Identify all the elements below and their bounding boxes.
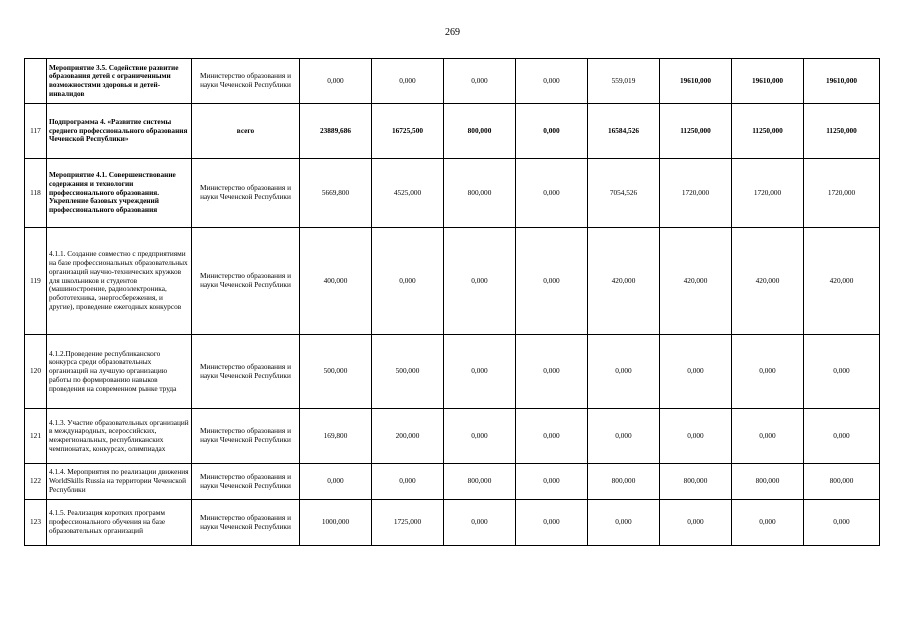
value-cell: 16725,500 bbox=[372, 104, 444, 159]
value-cell: 0,000 bbox=[444, 409, 516, 464]
value-cell: 420,000 bbox=[660, 228, 732, 335]
value-cell: 0,000 bbox=[732, 500, 804, 546]
table-row bbox=[25, 104, 880, 159]
value-cell: 0,000 bbox=[588, 500, 660, 546]
executor: всего bbox=[192, 104, 300, 159]
value-cell: 800,000 bbox=[660, 464, 732, 500]
value-cell: 800,000 bbox=[444, 104, 516, 159]
budget-table bbox=[24, 58, 880, 546]
activity-name: Подпрограмма 4. «Развитие системы среднего профессионального образования Чеченской Республики» bbox=[47, 104, 192, 159]
row-number bbox=[25, 59, 47, 104]
value-cell: 0,000 bbox=[732, 409, 804, 464]
activity-name: 4.1.5. Реализация коротких программ профессионального обучения на базе образовательных организаций bbox=[47, 500, 192, 546]
table-row bbox=[25, 228, 880, 335]
value-cell: 0,000 bbox=[588, 335, 660, 409]
value-cell: 500,000 bbox=[300, 335, 372, 409]
table-row bbox=[25, 335, 880, 409]
table-row bbox=[25, 59, 880, 104]
value-cell: 500,000 bbox=[372, 335, 444, 409]
row-number: 123 bbox=[25, 500, 47, 546]
table-row bbox=[25, 500, 880, 546]
value-cell: 0,000 bbox=[516, 104, 588, 159]
value-cell: 0,000 bbox=[444, 228, 516, 335]
executor: Министерство образования и науки Чеченской Республики bbox=[192, 464, 300, 500]
value-cell: 1000,000 bbox=[300, 500, 372, 546]
value-cell: 0,000 bbox=[516, 409, 588, 464]
executor: Министерство образования и науки Чеченской Республики bbox=[192, 500, 300, 546]
executor: Министерство образования и науки Чеченской Республики bbox=[192, 228, 300, 335]
row-number: 120 bbox=[25, 335, 47, 409]
table-row bbox=[25, 159, 880, 228]
value-cell: 16584,526 bbox=[588, 104, 660, 159]
value-cell: 800,000 bbox=[804, 464, 880, 500]
value-cell: 0,000 bbox=[444, 500, 516, 546]
value-cell: 0,000 bbox=[660, 500, 732, 546]
value-cell: 0,000 bbox=[372, 464, 444, 500]
row-number: 121 bbox=[25, 409, 47, 464]
activity-name: 4.1.1. Создание совместно с предприятиями на базе профессиональных образовательных организаций научно-технических кружков для школьников и студентов (машиностроение, радиоэлектроника, робототехника, энергосбережения, и другие), проведение ежегодных конкурсов bbox=[47, 228, 192, 335]
value-cell: 0,000 bbox=[444, 335, 516, 409]
value-cell: 800,000 bbox=[732, 464, 804, 500]
executor: Министерство образования и науки Чеченской Республики bbox=[192, 159, 300, 228]
row-number: 119 bbox=[25, 228, 47, 335]
value-cell: 0,000 bbox=[516, 159, 588, 228]
value-cell: 420,000 bbox=[804, 228, 880, 335]
row-number: 117 bbox=[25, 104, 47, 159]
value-cell: 800,000 bbox=[444, 159, 516, 228]
value-cell: 0,000 bbox=[516, 59, 588, 104]
value-cell: 19610,000 bbox=[804, 59, 880, 104]
value-cell: 0,000 bbox=[372, 59, 444, 104]
activity-name: 4.1.4. Мероприятия по реализации движения WorldSkills Russia на территории Чеченской Республики bbox=[47, 464, 192, 500]
activity-name: 4.1.2.Проведение республиканского конкурса среди образовательных организаций на лучшую организацию работы по формированию навыков проведения на современном рынке труда bbox=[47, 335, 192, 409]
value-cell: 559,019 bbox=[588, 59, 660, 104]
value-cell: 11250,000 bbox=[804, 104, 880, 159]
executor: Министерство образования и науки Чеченской Республики bbox=[192, 409, 300, 464]
value-cell: 0,000 bbox=[660, 409, 732, 464]
value-cell: 1725,000 bbox=[372, 500, 444, 546]
value-cell: 0,000 bbox=[516, 228, 588, 335]
activity-name: Мероприятие 4.1. Совершенствование содержания и технологии профессионального образования. Укрепление базовых учреждений профессионального образования bbox=[47, 159, 192, 228]
value-cell: 0,000 bbox=[516, 464, 588, 500]
value-cell: 23889,686 bbox=[300, 104, 372, 159]
table-row bbox=[25, 464, 880, 500]
value-cell: 0,000 bbox=[804, 409, 880, 464]
page-number: 269 bbox=[445, 27, 460, 38]
value-cell: 0,000 bbox=[516, 335, 588, 409]
value-cell: 0,000 bbox=[372, 228, 444, 335]
value-cell: 420,000 bbox=[588, 228, 660, 335]
value-cell: 0,000 bbox=[588, 409, 660, 464]
executor: Министерство образования и науки Чеченской Республики bbox=[192, 59, 300, 104]
value-cell: 800,000 bbox=[588, 464, 660, 500]
value-cell: 1720,000 bbox=[732, 159, 804, 228]
value-cell: 5669,800 bbox=[300, 159, 372, 228]
value-cell: 0,000 bbox=[300, 59, 372, 104]
value-cell: 0,000 bbox=[660, 335, 732, 409]
value-cell: 0,000 bbox=[732, 335, 804, 409]
value-cell: 0,000 bbox=[804, 500, 880, 546]
row-number: 122 bbox=[25, 464, 47, 500]
activity-name: Мероприятие 3.5. Содействие развитие образования детей с ограниченными возможностями здоровья и детей-инвалидов bbox=[47, 59, 192, 104]
value-cell: 19610,000 bbox=[732, 59, 804, 104]
value-cell: 7054,526 bbox=[588, 159, 660, 228]
value-cell: 1720,000 bbox=[804, 159, 880, 228]
value-cell: 0,000 bbox=[444, 59, 516, 104]
value-cell: 11250,000 bbox=[732, 104, 804, 159]
row-number: 118 bbox=[25, 159, 47, 228]
value-cell: 0,000 bbox=[804, 335, 880, 409]
value-cell: 4525,000 bbox=[372, 159, 444, 228]
value-cell: 0,000 bbox=[300, 464, 372, 500]
value-cell: 169,800 bbox=[300, 409, 372, 464]
executor: Министерство образования и науки Чеченской Республики bbox=[192, 335, 300, 409]
table-row bbox=[25, 409, 880, 464]
value-cell: 11250,000 bbox=[660, 104, 732, 159]
value-cell: 400,000 bbox=[300, 228, 372, 335]
value-cell: 0,000 bbox=[516, 500, 588, 546]
value-cell: 420,000 bbox=[732, 228, 804, 335]
activity-name: 4.1.3. Участие образовательных организаций в международных, всероссийских, межрегиональных, республиканских чемпионатах, конкурсах, олимпиадах bbox=[47, 409, 192, 464]
value-cell: 200,000 bbox=[372, 409, 444, 464]
value-cell: 1720,000 bbox=[660, 159, 732, 228]
value-cell: 800,000 bbox=[444, 464, 516, 500]
value-cell: 19610,000 bbox=[660, 59, 732, 104]
